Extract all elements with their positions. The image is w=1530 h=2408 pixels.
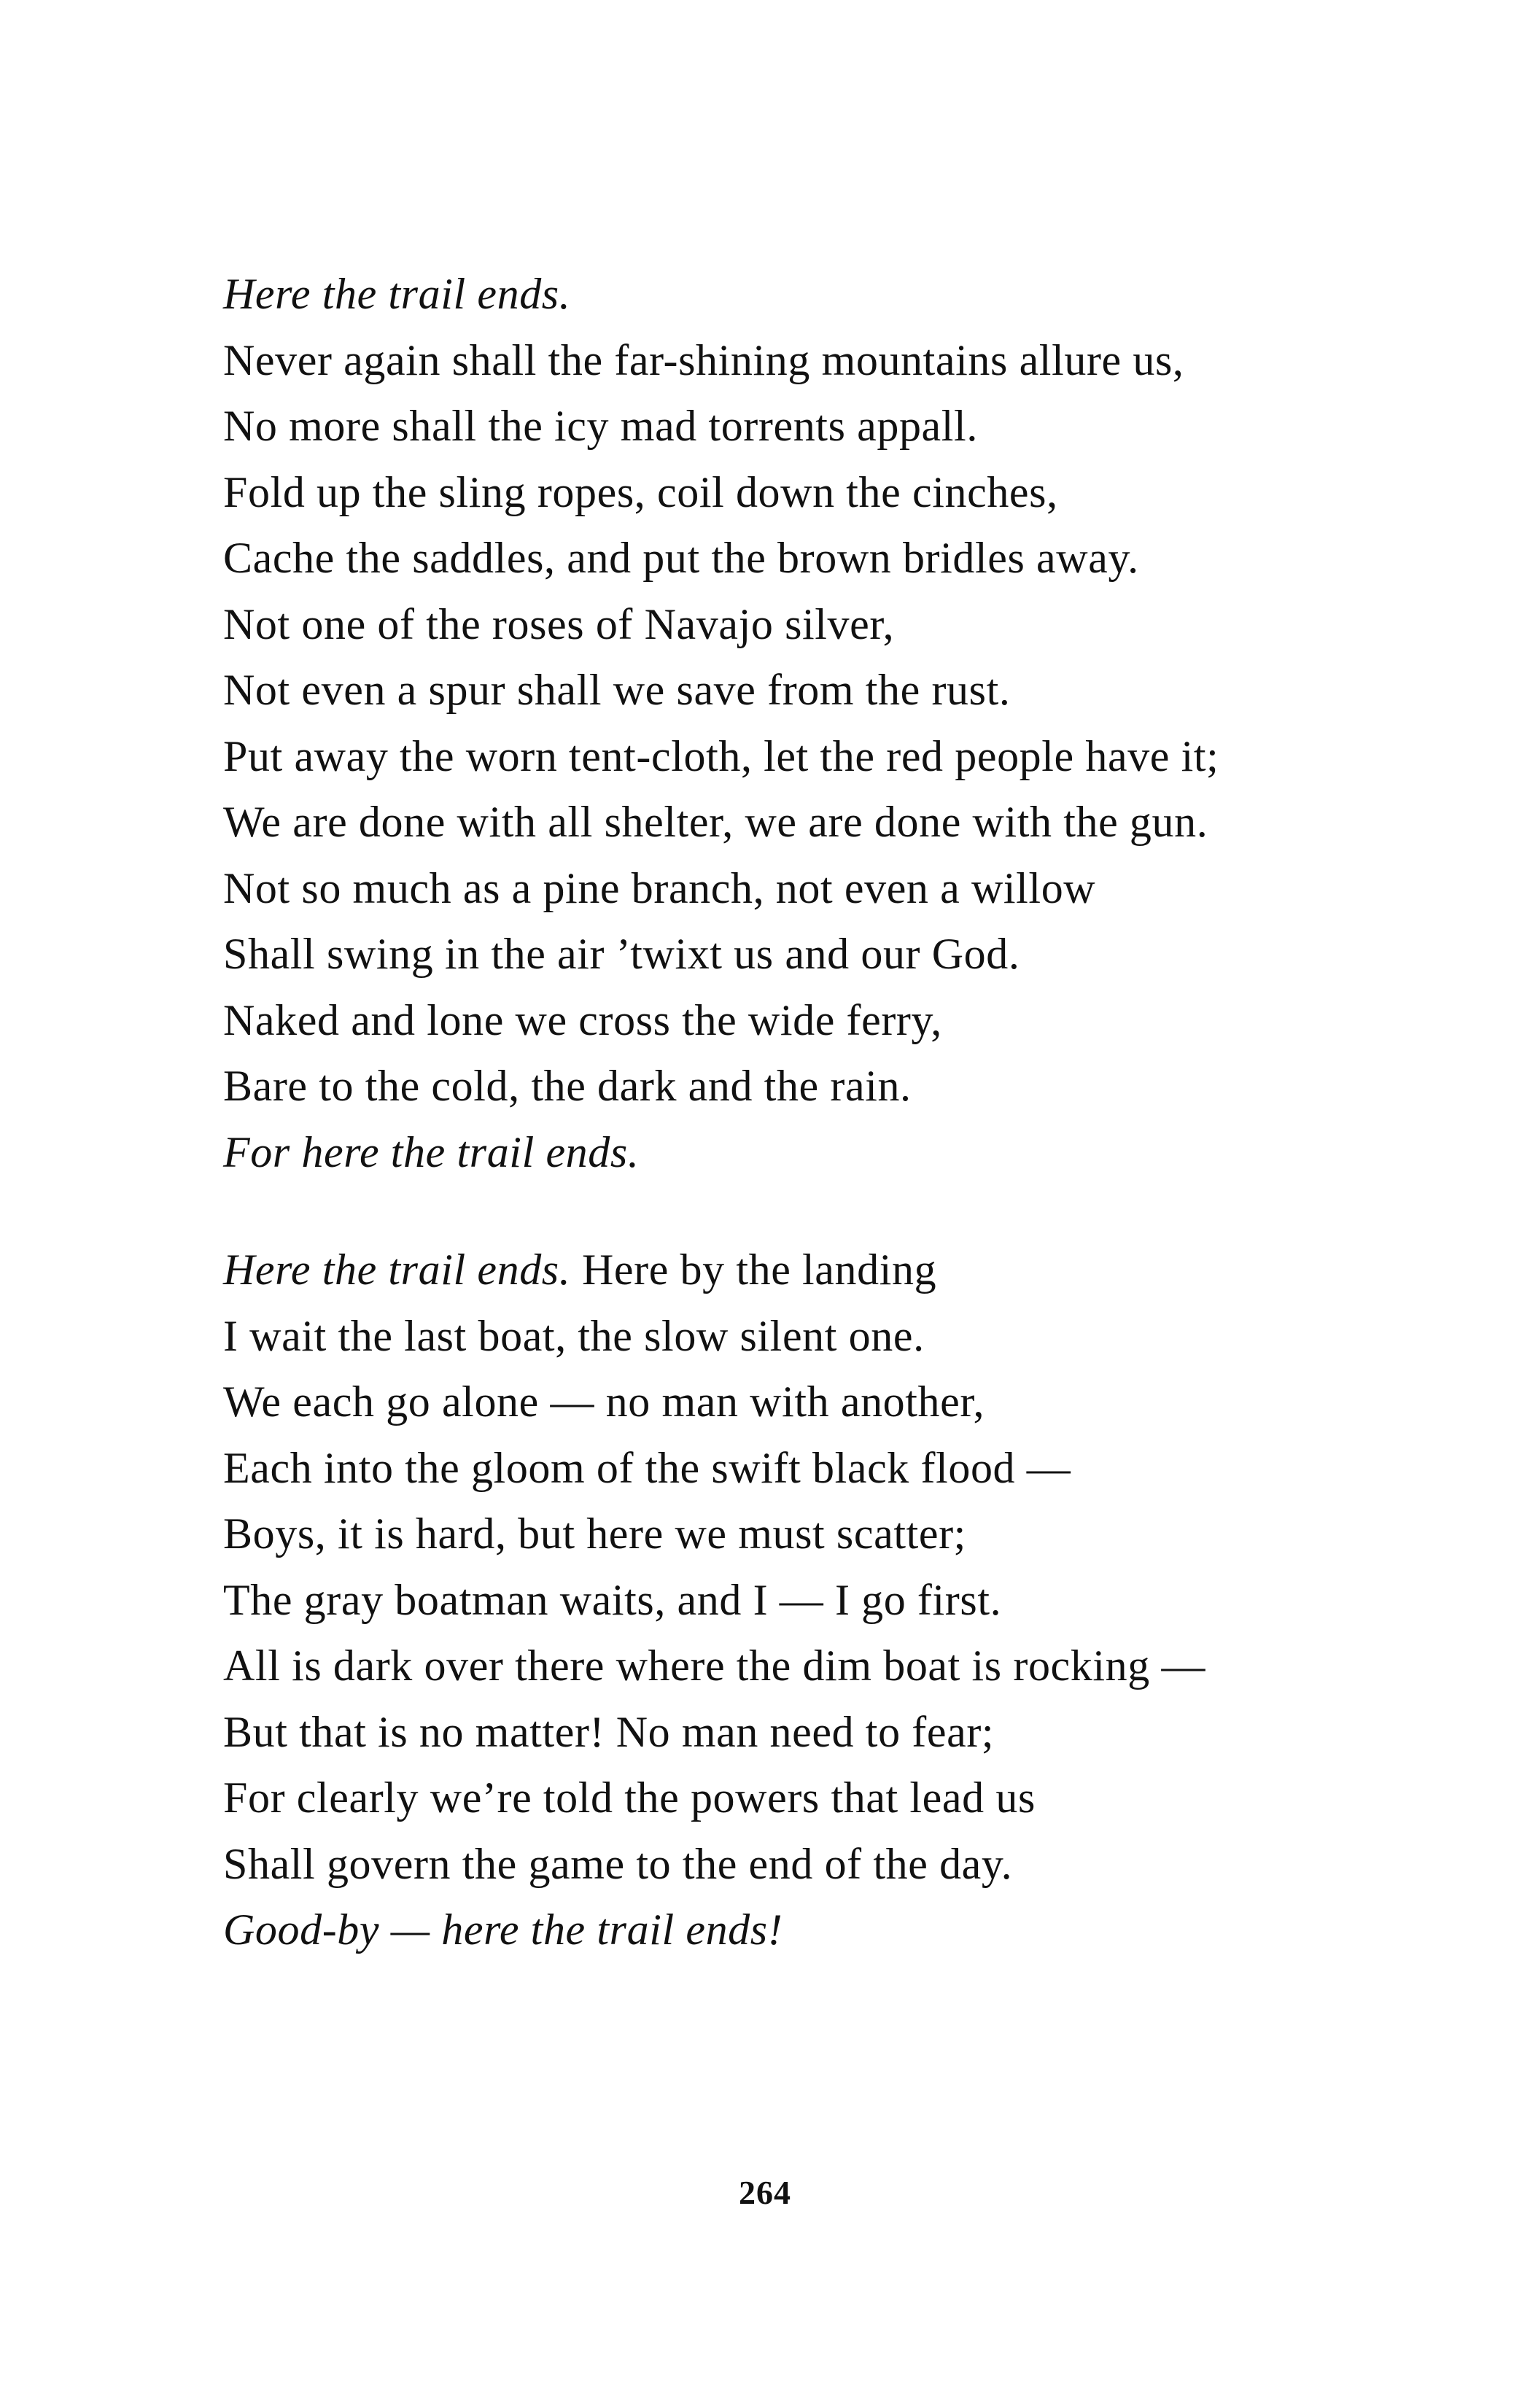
poem-line: Not one of the roses of Navajo silver,: [223, 599, 895, 648]
poem-line: Put away the worn tent-cloth, let the red people have it;: [223, 731, 1219, 780]
stanza-2: [223, 1237, 1507, 1963]
poem-line: Shall govern the game to the end of the day.: [223, 1839, 1013, 1888]
refrain-line: Good-by — here the trail ends!: [223, 1906, 783, 1954]
refrain-line: For here the trail ends.: [223, 1127, 640, 1176]
poem-line: All is dark over there where the dim boat is rocking —: [223, 1642, 1206, 1690]
poem-line: Not so much as a pine branch, not even a willow: [223, 863, 1096, 912]
poem-line: Not even a spur shall we save from the rust.: [223, 666, 1011, 714]
poem-line: Fold up the sling ropes, coil down the cinches,: [223, 467, 1058, 516]
page-number: 264: [739, 2174, 791, 2211]
poem-line: The gray boatman waits, and I — I go first.: [223, 1575, 1002, 1624]
poem-line: We each go alone — no man with another,: [223, 1378, 985, 1426]
poem-line: Each into the gloom of the swift black flood —: [223, 1443, 1071, 1492]
refrain-line: Here the trail ends.: [223, 270, 571, 318]
poem-line: No more shall the icy mad torrents appall.: [223, 402, 978, 450]
poem-line: For clearly we’re told the powers that lead us: [223, 1774, 1036, 1822]
poem-line: Shall swing in the air ’twixt us and our God.: [223, 930, 1020, 978]
poem-line-first: [223, 1237, 1507, 1303]
poem-line: Naked and lone we cross the wide ferry,: [223, 995, 942, 1044]
poem-line: We are done with all shelter, we are done with the gun.: [223, 798, 1208, 846]
poem-line: Never again shall the far-shining mountains allure us,: [223, 335, 1184, 384]
poem-line: But that is no matter! No man need to fear;: [223, 1707, 995, 1756]
poem-line: Bare to the cold, the dark and the rain.: [223, 1062, 912, 1110]
poem-line-continuation: Here by the landing: [581, 1246, 937, 1294]
poem-line: Boys, it is hard, but here we must scatter;: [223, 1510, 966, 1558]
poem-line: Cache the saddles, and put the brown bridles away.: [223, 534, 1139, 582]
stanza-1: [223, 261, 1507, 1185]
poem-line: I wait the last boat, the slow silent one.: [223, 1311, 925, 1360]
refrain-phrase: Here the trail ends.: [223, 1246, 571, 1294]
